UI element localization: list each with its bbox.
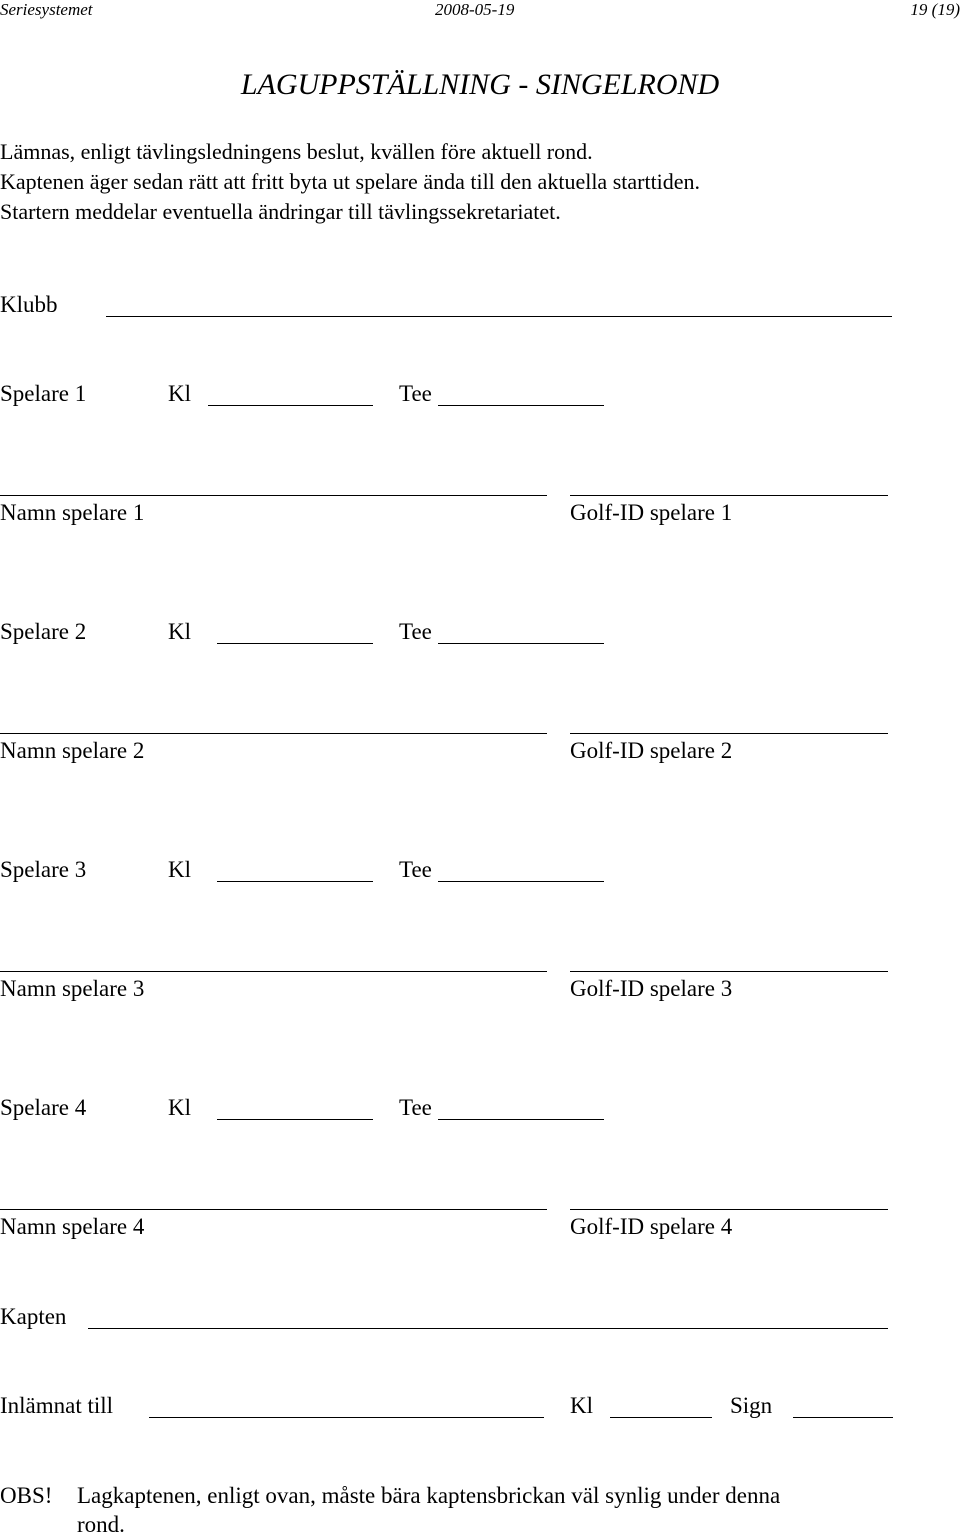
player-1-tee-label: Tee: [399, 381, 432, 406]
player-2-label: Spelare 2: [0, 619, 87, 644]
player-1-golfid-field[interactable]: [570, 495, 888, 496]
player-2-tee-field[interactable]: [438, 643, 604, 644]
player-3-golfid-field[interactable]: [570, 971, 888, 972]
player-1-name-field[interactable]: [0, 495, 547, 496]
submitted-label: Inlämnat till: [0, 1393, 114, 1418]
submitted-kl-field[interactable]: [610, 1417, 712, 1418]
player-3-name-label: Namn spelare 3: [0, 976, 145, 1001]
player-1-kl-label: Kl: [168, 381, 191, 406]
player-3-label: Spelare 3: [0, 857, 87, 882]
player-1-golfid-label: Golf-ID spelare 1: [570, 500, 733, 525]
player-3-golfid-label: Golf-ID spelare 3: [570, 976, 733, 1001]
player-4-kl-field[interactable]: [217, 1119, 373, 1120]
player-2-name-field[interactable]: [0, 733, 547, 734]
player-4-golfid-label: Golf-ID spelare 4: [570, 1214, 733, 1239]
player-4-tee-field[interactable]: [438, 1119, 604, 1120]
captain-label: Kapten: [0, 1304, 67, 1329]
sign-field[interactable]: [793, 1417, 893, 1418]
intro-line-3: Startern meddelar eventuella ändringar till tävlingssekretariatet.: [0, 199, 561, 224]
header-page-number: 19 (19): [910, 0, 960, 19]
player-1-kl-field[interactable]: [208, 405, 373, 406]
club-field[interactable]: [106, 316, 892, 317]
submitted-kl-label: Kl: [570, 1393, 593, 1418]
captain-field[interactable]: [88, 1328, 888, 1329]
player-2-kl-field[interactable]: [217, 643, 373, 644]
submitted-to-field[interactable]: [149, 1417, 544, 1418]
player-3-name-field[interactable]: [0, 971, 547, 972]
player-2-tee-label: Tee: [399, 619, 432, 644]
club-label: Klubb: [0, 292, 58, 317]
header-date: 2008-05-19: [435, 0, 515, 19]
player-4-golfid-field[interactable]: [570, 1209, 888, 1210]
player-4-name-label: Namn spelare 4: [0, 1214, 145, 1239]
obs-text-line-2: rond.: [77, 1512, 125, 1537]
header-left: Seriesystemet: [0, 0, 93, 19]
player-3-kl-field[interactable]: [217, 881, 373, 882]
player-3-kl-label: Kl: [168, 857, 191, 882]
player-1-name-label: Namn spelare 1: [0, 500, 145, 525]
player-4-name-field[interactable]: [0, 1209, 547, 1210]
player-2-golfid-label: Golf-ID spelare 2: [570, 738, 733, 763]
player-4-label: Spelare 4: [0, 1095, 87, 1120]
player-4-tee-label: Tee: [399, 1095, 432, 1120]
player-1-label: Spelare 1: [0, 381, 87, 406]
player-2-name-label: Namn spelare 2: [0, 738, 145, 763]
intro-line-2: Kaptenen äger sedan rätt att fritt byta ut spelare ända till den aktuella starttiden.: [0, 169, 701, 194]
player-4-kl-label: Kl: [168, 1095, 191, 1120]
page-title: LAGUPPSTÄLLNING - SINGELROND: [240, 68, 720, 101]
player-3-tee-field[interactable]: [438, 881, 604, 882]
sign-label: Sign: [730, 1393, 773, 1418]
intro-line-1: Lämnas, enligt tävlingsledningens beslut, kvällen före aktuell rond.: [0, 139, 593, 164]
player-2-kl-label: Kl: [168, 619, 191, 644]
player-2-golfid-field[interactable]: [570, 733, 888, 734]
obs-label: OBS!: [0, 1483, 53, 1508]
player-1-tee-field[interactable]: [438, 405, 604, 406]
player-3-tee-label: Tee: [399, 857, 432, 882]
obs-text-line-1: Lagkaptenen, enligt ovan, måste bära kaptensbrickan väl synlig under denna: [77, 1483, 781, 1508]
